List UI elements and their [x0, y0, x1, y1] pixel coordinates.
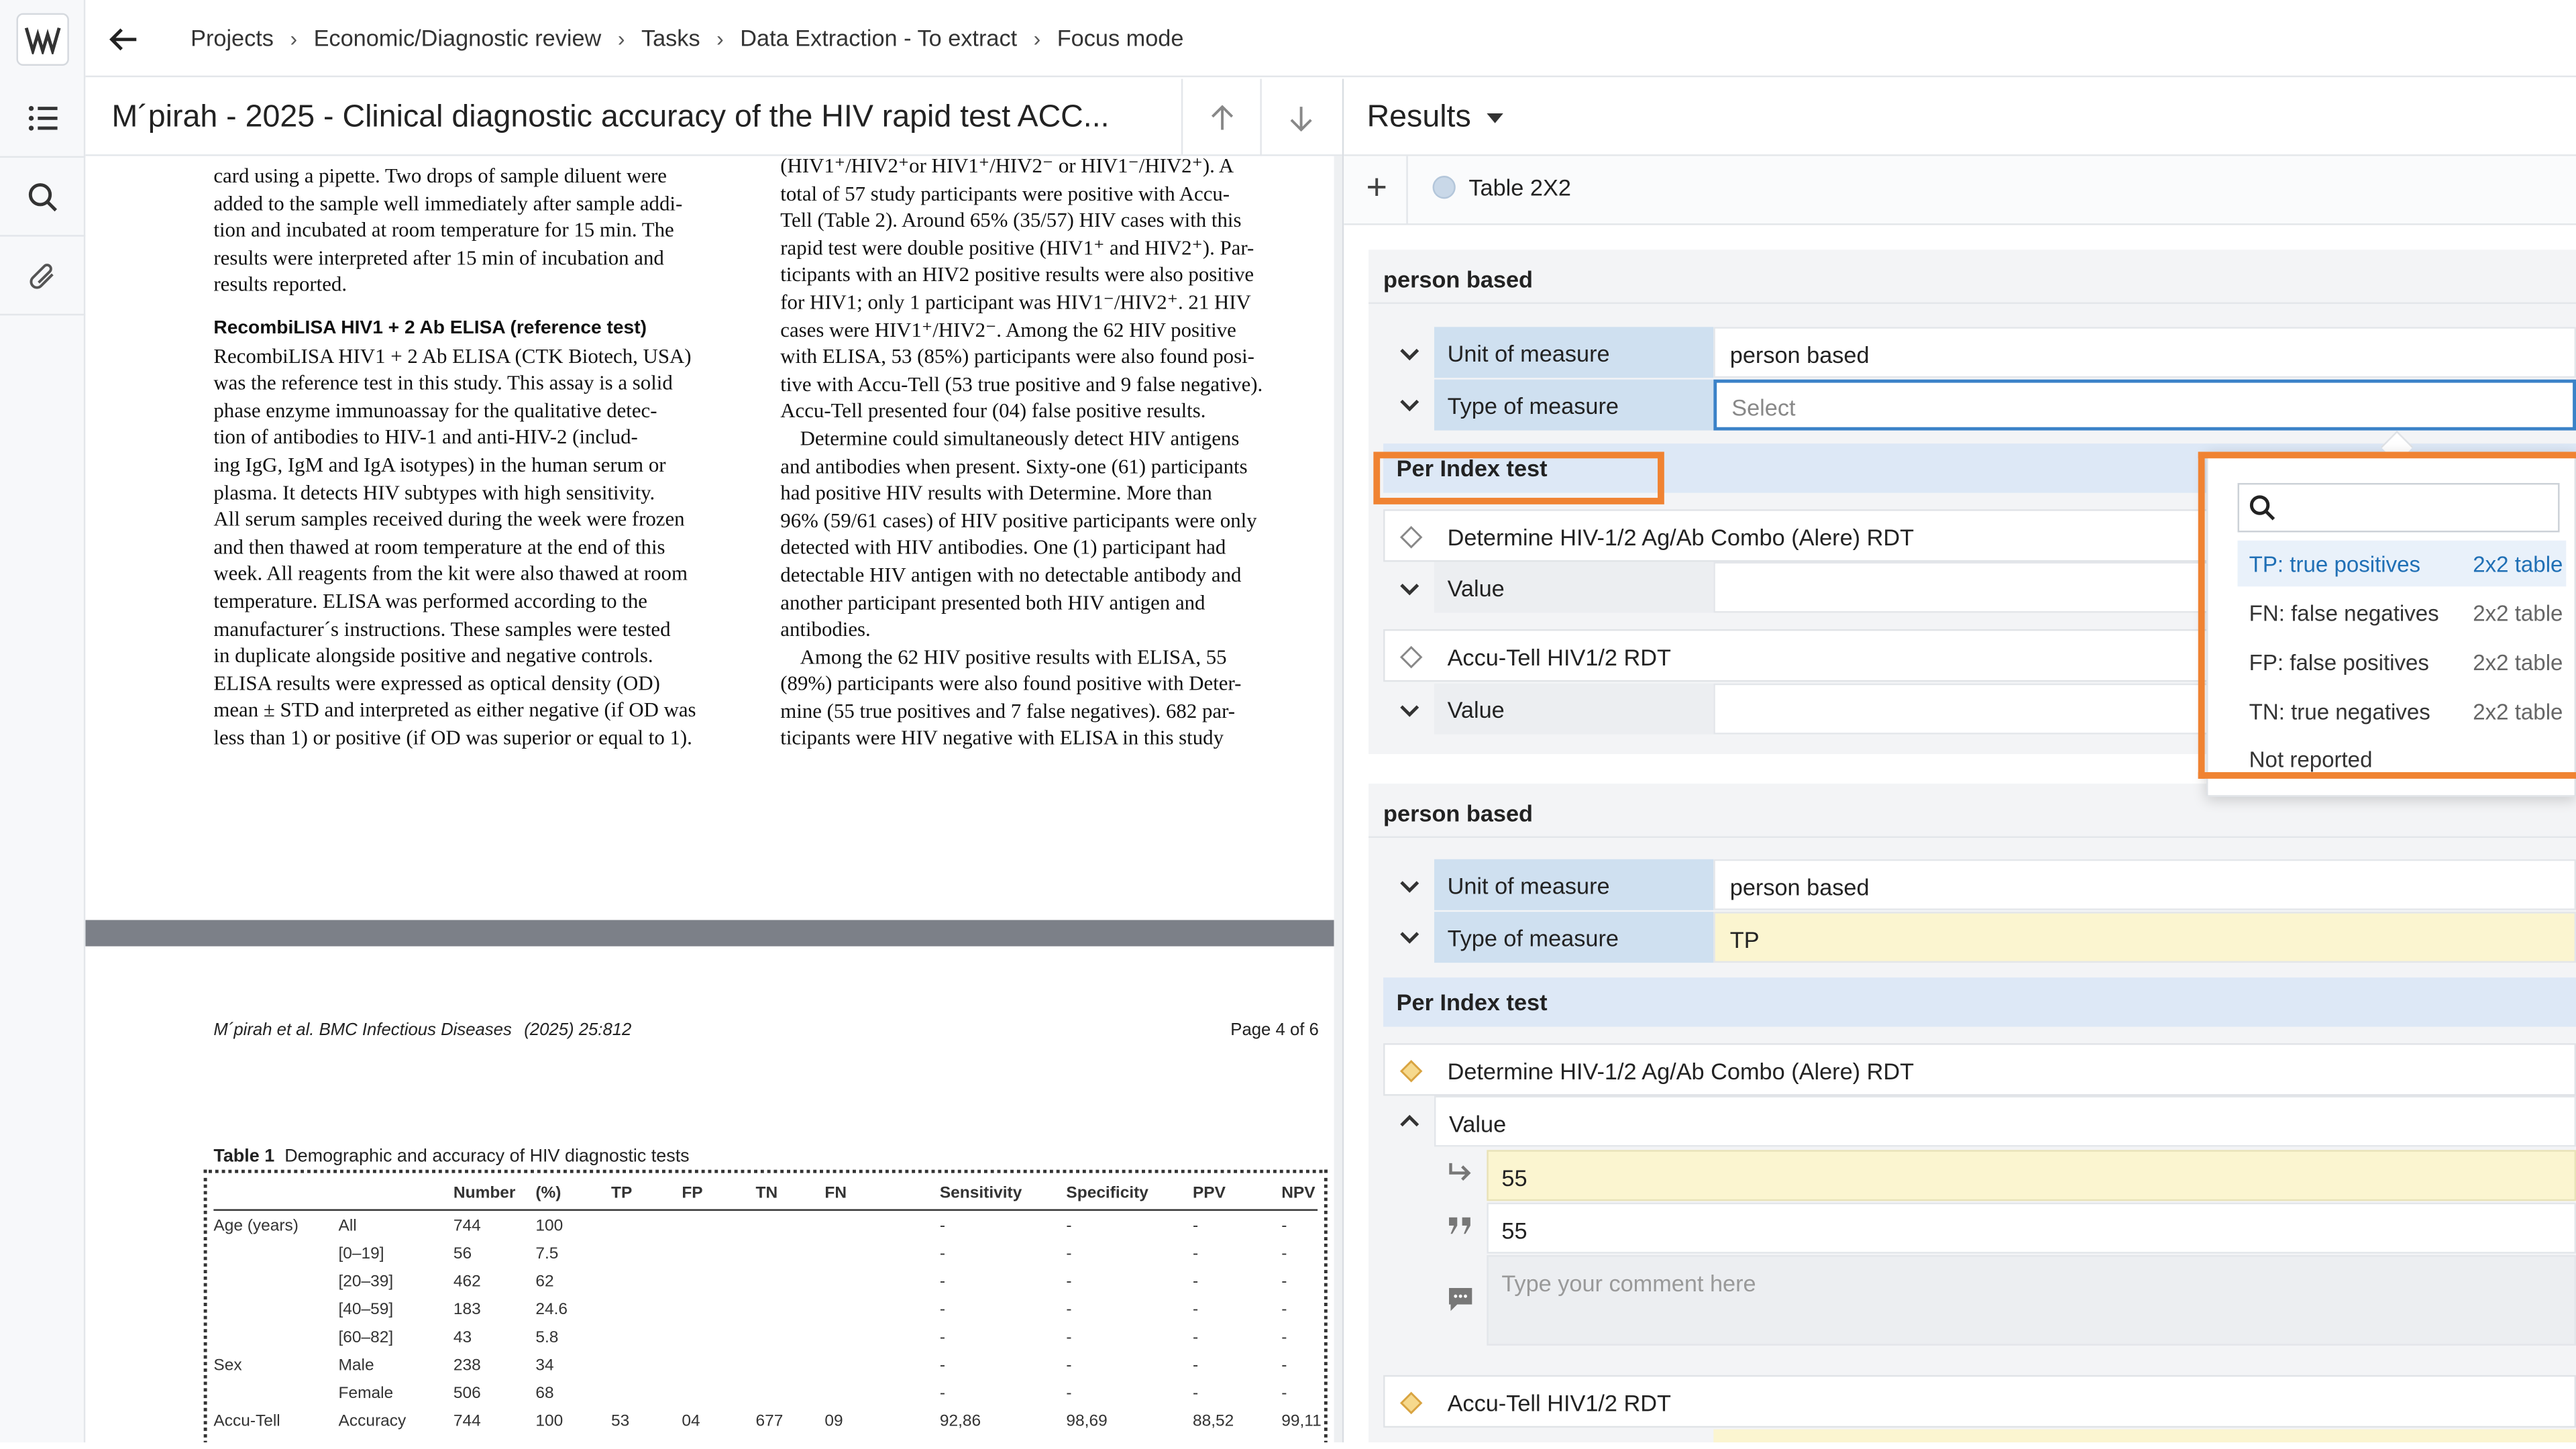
option-tag: 2x2 table [2473, 600, 2563, 625]
results-menu-button[interactable] [1367, 100, 1504, 136]
next-document-button[interactable] [1260, 79, 1339, 156]
type-of-measure-select[interactable]: Select [1713, 380, 2576, 431]
table-cell: - [939, 1329, 946, 1348]
table-cell: [0–19] [338, 1245, 384, 1264]
table-cell: - [939, 1356, 946, 1375]
index-test-row[interactable] [1383, 1043, 2576, 1095]
unit-of-measure-label: Unit of measure [1434, 327, 1713, 378]
chevron-down-icon[interactable] [1397, 872, 1423, 898]
chevron-right-icon: › [617, 25, 625, 50]
table-cell: 238 [453, 1356, 481, 1375]
table-cell: Accuracy [338, 1413, 407, 1432]
index-test-name: Accu-Tell HIV1/2 RDT [1447, 644, 1672, 671]
per-index-test-band: Per Index test [1383, 977, 2576, 1026]
divider [1368, 837, 2576, 838]
table-cell: - [1066, 1385, 1072, 1403]
list-nav-button[interactable] [0, 79, 85, 158]
table-cell: [60–82] [338, 1329, 394, 1348]
table-cell: - [1192, 1245, 1199, 1264]
table-cell: - [1192, 1217, 1199, 1236]
pdf-line: and then thawed at room temperature at the end of this [213, 535, 665, 558]
table-cell: 68 [535, 1385, 554, 1403]
pdf-line: temperature. ELISA was performed according to the [213, 589, 647, 613]
app-logo[interactable] [16, 13, 68, 66]
results-header [1344, 79, 2576, 156]
previous-document-button[interactable] [1181, 79, 1260, 156]
pdf-table-caption [213, 1146, 689, 1166]
page-separator [85, 920, 1334, 946]
arrow-left-icon [109, 26, 138, 52]
pdf-line: ing IgG, IgM and IgA isotypes) in the human serum or [213, 453, 666, 477]
pdf-line: (HIV1⁺/HIV2⁺or HIV1⁺/HIV2⁻ or HIV1⁻/HIV2⁺). A [780, 156, 1234, 178]
index-test-name: Accu-Tell HIV1/2 RDT [1447, 1389, 1672, 1417]
table-cell: 88,52 [1192, 1413, 1234, 1432]
unit-of-measure-value[interactable]: person based [1713, 859, 2576, 910]
document-title: M´pirah - 2025 - Clinical diagnostic accuracy of the HIV rapid test ACC... [111, 100, 1110, 135]
pdf-line: another participant presented both HIV antigen and [780, 590, 1205, 614]
table-cell: - [1281, 1385, 1287, 1403]
table-header-cell: FP [682, 1184, 703, 1203]
table-header-cell: TN [755, 1184, 778, 1203]
pdf-line: mean ± STD and interpreted as either negative (if OD was [213, 698, 696, 722]
table-cell: - [1192, 1301, 1199, 1320]
table-cell: - [939, 1301, 946, 1320]
table-cell: 183 [453, 1301, 481, 1320]
table-cell: 56 [453, 1245, 472, 1264]
table-cell: Male [338, 1356, 374, 1375]
chevron-down-icon[interactable] [1397, 391, 1423, 417]
table-row [213, 1298, 1318, 1326]
chevron-up-icon[interactable] [1397, 1109, 1423, 1135]
paperclip-icon [28, 260, 58, 290]
chevron-right-icon: › [290, 25, 298, 50]
table-cell: All [338, 1217, 357, 1236]
pdf-line: detectable HIV antigen with no detectable antibody and [780, 563, 1242, 587]
pdf-table [213, 1184, 1322, 1434]
table-cell: - [1066, 1217, 1072, 1236]
table-row [213, 1326, 1318, 1354]
pdf-line: cases were HIV1⁺/HIV2⁻. Among the 62 HIV positive [780, 318, 1236, 341]
pdf-right-column [780, 156, 1316, 753]
table-cell: - [1192, 1273, 1199, 1291]
pdf-line: tion and incubated at room temperature for 15 min. The [213, 219, 674, 242]
pdf-line: detected with HIV antibodies. One (1) participant had [780, 536, 1226, 559]
caret-down-icon [1487, 113, 1503, 123]
table-cell: - [939, 1245, 946, 1264]
value-field-partial[interactable] [1713, 1430, 2576, 1443]
pdf-viewer[interactable] [85, 156, 1334, 1443]
pdf-line: ticipants with an HIV2 positive results were also positive [780, 263, 1254, 287]
table-row [213, 1270, 1318, 1298]
chevron-down-icon[interactable] [1397, 923, 1423, 949]
pdf-line: had positive HIV results with Determine. More than [780, 481, 1212, 505]
tab-divider [1406, 156, 1407, 225]
pdf-line: card using a pipette. Two drops of sample diluent were [213, 164, 667, 188]
per-index-test-highlight [1373, 451, 1664, 504]
divider [1368, 303, 2576, 304]
pdf-line: antibodies. [780, 618, 871, 641]
pdf-line: tion of antibodies to HIV-1 and anti-HIV-2 (includ- [213, 426, 638, 449]
table-cell: [20–39] [338, 1273, 394, 1291]
pdf-line: (89%) participants were also found positive with Deter- [780, 672, 1242, 696]
chevron-down-icon[interactable] [1397, 575, 1423, 601]
pdf-line: manufacturer´s instructions. These samples were tested [213, 616, 671, 640]
pdf-section-heading: RecombiLISA HIV1 + 2 Ab ELISA (reference test) [213, 319, 647, 339]
option-label: TP: true positives [2249, 551, 2421, 576]
type-of-measure-row [1434, 380, 2576, 431]
table-cell: - [1066, 1356, 1072, 1375]
per-index-test-band: Per Index test [1383, 443, 2576, 492]
logo-icon [25, 25, 61, 54]
diamond-icon [1400, 645, 1423, 668]
unit-of-measure-value[interactable]: person based [1713, 327, 2576, 378]
table-header-row [213, 1185, 1318, 1211]
table-cell: - [1281, 1329, 1287, 1348]
pdf-line: and antibodies when present. Sixty-one (61) participants [780, 454, 1248, 478]
pdf-line: for HIV1; only 1 participant was HIV1⁻/HIV2⁺. 21 HIV [780, 290, 1251, 314]
pdf-line: phase enzyme immunoassay for the qualitative detec- [213, 398, 657, 422]
table-cell: - [939, 1273, 946, 1291]
pdf-line: Tell (Table 2). Around 65% (35/57) HIV cases with this [780, 209, 1242, 232]
table-cell: 92,86 [939, 1413, 981, 1432]
unit-of-measure-label: Unit of measure [1434, 859, 1713, 910]
results-tabs [1344, 156, 2576, 225]
table-header-cell: PPV [1192, 1184, 1226, 1203]
table-cell: 99,11 [1281, 1413, 1322, 1432]
option-tag: 2x2 table [2473, 699, 2563, 724]
table-cell: 5.8 [535, 1329, 559, 1348]
table-cell: 53 [611, 1413, 630, 1432]
diamond-icon [1400, 526, 1423, 549]
table-cell: 677 [755, 1413, 784, 1432]
table-cell: - [939, 1217, 946, 1236]
tab-label: Table 2X2 [1468, 174, 1571, 201]
table-cell: 100 [535, 1413, 564, 1432]
table-row [213, 1354, 1318, 1382]
breadcrumb [191, 25, 1183, 51]
result-group-2 [1368, 784, 2576, 1442]
table-cell: 98,69 [1066, 1413, 1108, 1432]
table-cell: 744 [453, 1413, 481, 1432]
pdf-line: added to the sample well immediately after sample addi- [213, 191, 683, 215]
pdf-line: ELISA results were expressed as optical density (OD) [213, 671, 660, 695]
option-label: FP: false positives [2249, 649, 2429, 675]
group-header: person based [1383, 266, 1533, 292]
pdf-line: results were interpreted after 15 min of incubation and [213, 246, 664, 270]
table-row [213, 1409, 1322, 1438]
table-header-cell: Number [453, 1184, 516, 1203]
pdf-line: week. All reagents from the kit were also thawed at room [213, 562, 688, 586]
breadcrumb-review[interactable]: Economic/Diagnostic review [313, 24, 602, 51]
results-title: Results [1366, 100, 1471, 135]
table-header-cell: Specificity [1066, 1184, 1148, 1203]
table-cell: - [1281, 1301, 1287, 1320]
index-test-name: Determine HIV-1/2 Ag/Ab Combo (Alere) RDT [1447, 524, 1915, 551]
search-nav-button[interactable] [0, 158, 85, 237]
pdf-line: total of 57 study participants were positive with Accu- [780, 181, 1230, 205]
document-title-bar [85, 79, 1342, 156]
chevron-right-icon: › [716, 25, 724, 50]
add-tab-button[interactable]: + [1366, 166, 1387, 207]
table-cell: - [1066, 1301, 1072, 1320]
table-caption-text: Demographic and accuracy of HIV diagnostic tests [284, 1146, 690, 1167]
table-cell: 744 [453, 1217, 481, 1236]
index-test-row[interactable] [1383, 1375, 2576, 1428]
unit-of-measure-row [1434, 859, 2576, 910]
table-header-cell: (%) [535, 1184, 561, 1203]
table-cell: 34 [535, 1356, 554, 1375]
table-cell: 62 [535, 1273, 554, 1291]
table-cell: Female [338, 1385, 394, 1403]
unit-of-measure-row [1434, 327, 2576, 378]
table-cell: 462 [453, 1273, 481, 1291]
table-cell: - [1066, 1329, 1072, 1348]
table-header-cell: FN [824, 1184, 847, 1203]
type-of-measure-value[interactable]: TP [1713, 912, 2576, 963]
table-caption-label: Table 1 [213, 1146, 275, 1167]
group-header: person based [1383, 800, 1533, 826]
attachment-nav-button[interactable] [0, 237, 85, 316]
diamond-icon [1400, 1060, 1423, 1083]
pdf-line: plasma. It detects HIV subtypes with high sensitivity. [213, 480, 655, 504]
table-header-cell: TP [611, 1184, 633, 1203]
table-cell: 7.5 [535, 1245, 559, 1264]
option-label: TN: true negatives [2249, 699, 2430, 724]
pdf-line: results reported. [213, 273, 347, 297]
pdf-line: in duplicate alongside positive and negative controls. [213, 644, 653, 667]
type-of-measure-label: Type of measure [1434, 380, 1713, 431]
pdf-line: rapid test were double positive (HIV1⁺ and HIV2⁺). Par- [780, 236, 1254, 260]
table-cell: - [1066, 1273, 1072, 1291]
left-rail [0, 0, 85, 1442]
table-cell: 09 [824, 1413, 843, 1432]
table-header-cell: NPV [1281, 1184, 1316, 1203]
table-cell: - [1281, 1273, 1287, 1291]
comment-icon [1448, 1287, 1474, 1313]
pdf-page-number: Page 4 of 6 [1230, 1020, 1319, 1040]
type-of-measure-label: Type of measure [1434, 912, 1713, 963]
pdf-line: with ELISA, 53 (85%) participants were also found posi- [780, 345, 1254, 368]
table-cell: Age (years) [213, 1217, 299, 1236]
quote-icon [1448, 1214, 1474, 1237]
pdf-line: ticipants were HIV negative with ELISA in this study [780, 727, 1224, 750]
tab-status-dot [1433, 176, 1456, 199]
option-label: Not reported [2249, 747, 2373, 771]
extracted-value[interactable]: 55 [1487, 1150, 2576, 1201]
table-cell: - [1192, 1385, 1199, 1403]
pdf-line: All serum samples received during the week were frozen [213, 508, 685, 531]
diamond-icon [1400, 1391, 1423, 1414]
pdf-line: less than 1) or positive (if OD was superior or equal to 1). [213, 726, 692, 749]
table-cell: - [1281, 1245, 1287, 1264]
pdf-line: mine (55 true positives and 7 false negatives). 682 par- [780, 699, 1235, 723]
table-cell: - [1192, 1329, 1199, 1348]
breadcrumb-focus-mode: Focus mode [1057, 24, 1184, 51]
pdf-line: 96% (59/61 cases) of HIV positive participants were only [780, 508, 1257, 532]
comment-textarea[interactable]: Type your comment here [1487, 1255, 2576, 1346]
arrow-up-icon [1210, 105, 1233, 131]
table-cell: 43 [453, 1329, 472, 1348]
chevron-right-icon: › [1033, 25, 1041, 50]
table-row [213, 1382, 1318, 1410]
pdf-line: Among the 62 HIV positive results with ELISA, 55 [800, 645, 1227, 668]
option-tag: 2x2 table [2473, 551, 2563, 576]
pdf-scrollbar[interactable] [1334, 156, 1342, 1443]
table-cell: 04 [682, 1413, 700, 1432]
index-test-name: Determine HIV-1/2 Ag/Ab Combo (Alere) RDT [1447, 1058, 1915, 1085]
quoted-value[interactable]: 55 [1487, 1203, 2576, 1254]
pdf-left-column [213, 162, 747, 751]
pdf-footer-volume: (2025) 25:812 [524, 1020, 632, 1040]
breadcrumb-extraction[interactable]: Data Extraction - To extract [740, 24, 1018, 51]
chevron-down-icon[interactable] [1397, 340, 1423, 366]
pdf-footer-citation: M´pirah et al. BMC Infectious Diseases [213, 1020, 512, 1040]
table-cell: 24.6 [535, 1301, 568, 1320]
reply-arrow-icon [1448, 1161, 1474, 1184]
table-cell: - [1281, 1217, 1287, 1236]
table-row [213, 1214, 1318, 1242]
search-icon [28, 182, 58, 211]
value-label: Value [1434, 684, 1713, 735]
table-cell: - [939, 1385, 946, 1403]
pdf-line: Determine could simultaneously detect HIV antigens [800, 427, 1240, 450]
type-of-measure-row [1434, 912, 2576, 963]
table-cell: 100 [535, 1217, 564, 1236]
list-icon [28, 105, 58, 131]
pdf-line: Accu-Tell presented four (04) false positive results. [780, 399, 1206, 423]
option-tag: 2x2 table [2473, 649, 2563, 675]
value-label[interactable]: Value [1434, 1095, 2576, 1146]
dropdown-highlight [2198, 451, 2576, 778]
table-cell: - [1192, 1356, 1199, 1375]
back-button[interactable] [105, 19, 145, 59]
pdf-line: was the reference test in this study. This assay is a solid [213, 371, 673, 395]
table-cell: - [1066, 1245, 1072, 1264]
breadcrumb-tasks[interactable]: Tasks [641, 24, 700, 51]
option-label: FN: false negatives [2249, 600, 2439, 625]
pdf-line: RecombiLISA HIV1 + 2 Ab ELISA (CTK Biotech, USA) [213, 344, 692, 368]
table-cell: 506 [453, 1385, 481, 1403]
table-row [213, 1242, 1318, 1270]
table-cell: - [1281, 1356, 1287, 1375]
arrow-down-icon [1289, 105, 1311, 131]
table-cell: Accu-Tell [213, 1413, 280, 1432]
breadcrumb-projects[interactable]: Projects [191, 24, 274, 51]
pdf-line: tive with Accu-Tell (53 true positive and 9 false negative). [780, 372, 1263, 396]
table-cell: [40–59] [338, 1301, 394, 1320]
tab-table-2x2[interactable] [1433, 174, 1571, 201]
table-cell: Sex [213, 1356, 242, 1375]
table-header-cell: Sensitivity [939, 1184, 1022, 1203]
value-label: Value [1434, 562, 1713, 613]
chevron-down-icon[interactable] [1397, 696, 1423, 722]
